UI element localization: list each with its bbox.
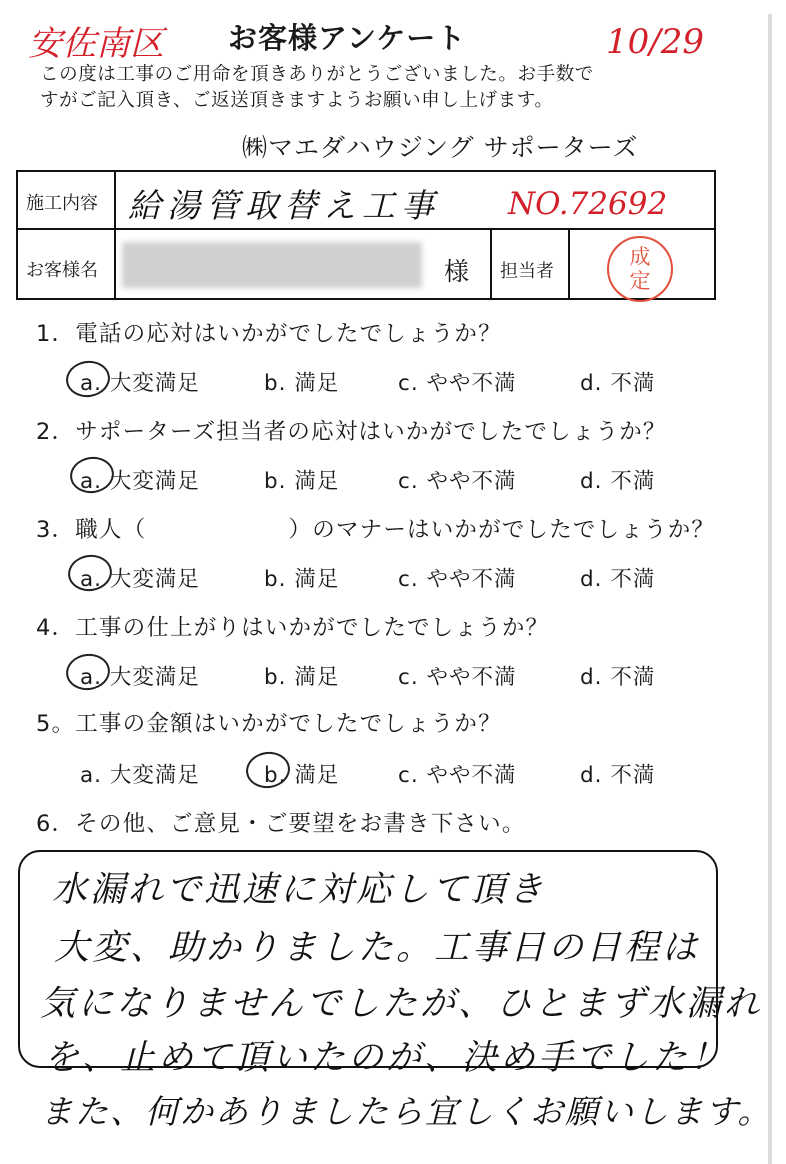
honorific: 様	[444, 257, 470, 286]
redacted-name	[122, 242, 422, 288]
table-seal-divider	[568, 228, 570, 298]
page-edge	[768, 14, 772, 1164]
question-6: 6．その他、ご意見・ご要望をお書き下さい。	[36, 811, 526, 837]
intro-line-1: この度は工事のご用命を頂きありがとうございました。お手数で	[40, 64, 594, 85]
q1-option-d[interactable]: d. 不満	[580, 371, 656, 396]
comment-line-2: 大変、助かりました。工事日の日程は	[54, 928, 701, 968]
seal-char-2: 定	[629, 269, 651, 293]
q2-option-b[interactable]: b. 満足	[264, 469, 340, 494]
q3-option-b[interactable]: b. 満足	[264, 567, 340, 592]
q5-option-b[interactable]: b. 満足	[264, 763, 340, 788]
seal-char-1: 成	[629, 245, 651, 269]
comment-line-3: 気になりませんでしたが、ひとまず水漏れ	[40, 984, 763, 1024]
q4-option-a[interactable]: a. 大変満足	[80, 665, 200, 690]
table-row-divider	[18, 228, 714, 230]
question-1: 1．電話の応対はいかがでしたでしょうか？	[36, 321, 502, 347]
q5-option-d[interactable]: d. 不満	[580, 763, 656, 788]
q2-option-d[interactable]: d. 不満	[580, 469, 656, 494]
customer-info-table	[16, 170, 716, 300]
q2-option-c[interactable]: c. やや不満	[398, 469, 517, 494]
comment-line-1: 水漏れで迅速に対応して頂き	[52, 870, 547, 910]
survey-title: お客様アンケート	[228, 21, 467, 55]
question-3: 3．職人（ ）のマナーはいかがでしたでしょうか？	[36, 517, 716, 543]
comment-line-5: また、何かありましたら宜しくお願いします。	[40, 1092, 773, 1131]
q3-option-d[interactable]: d. 不満	[580, 567, 656, 592]
table-label-divider	[114, 172, 116, 298]
q4-option-c[interactable]: c. やや不満	[398, 665, 517, 690]
intro-line-2: すがご記入頂き、ご返送頂きますようお願い申し上げます。	[40, 90, 554, 111]
q4-option-d[interactable]: d. 不満	[580, 665, 656, 690]
company-name: ㈱マエダハウジング サポーターズ	[242, 133, 639, 162]
work-content-label: 施工内容	[26, 193, 98, 214]
staff-seal-stamp	[607, 236, 673, 302]
ward-handwriting: 安佐南区	[28, 24, 164, 64]
q5-option-c[interactable]: c. やや不満	[398, 763, 517, 788]
customer-name-label: お客様名	[26, 260, 98, 281]
comment-line-4: を、止めて頂いたのが、決め手でした！	[44, 1038, 729, 1078]
q5-option-a[interactable]: a. 大変満足	[80, 763, 200, 788]
question-2: 2．サポーターズ担当者の応対はいかがでしたでしょうか？	[36, 419, 667, 445]
q1-option-a[interactable]: a. 大変満足	[80, 371, 200, 396]
q2-option-a[interactable]: a. 大変満足	[80, 469, 200, 494]
question-5: 5。工事の金額はいかがでしたでしょうか？	[36, 711, 502, 737]
date-handwriting: 10/29	[606, 22, 704, 62]
order-number: NO.72692	[508, 186, 668, 222]
q4-option-b[interactable]: b. 満足	[264, 665, 340, 690]
q1-option-c[interactable]: c. やや不満	[398, 371, 517, 396]
q3-option-c[interactable]: c. やや不満	[398, 567, 517, 592]
intro-text	[40, 62, 740, 114]
q3-option-a[interactable]: a. 大変満足	[80, 567, 200, 592]
work-content-value: 給湯管取替え工事	[128, 186, 440, 225]
q1-option-b[interactable]: b. 満足	[264, 371, 340, 396]
question-4: 4．工事の仕上がりはいかがでしたでしょうか？	[36, 615, 550, 641]
staff-label: 担当者	[500, 261, 554, 282]
table-staff-divider	[490, 228, 492, 298]
